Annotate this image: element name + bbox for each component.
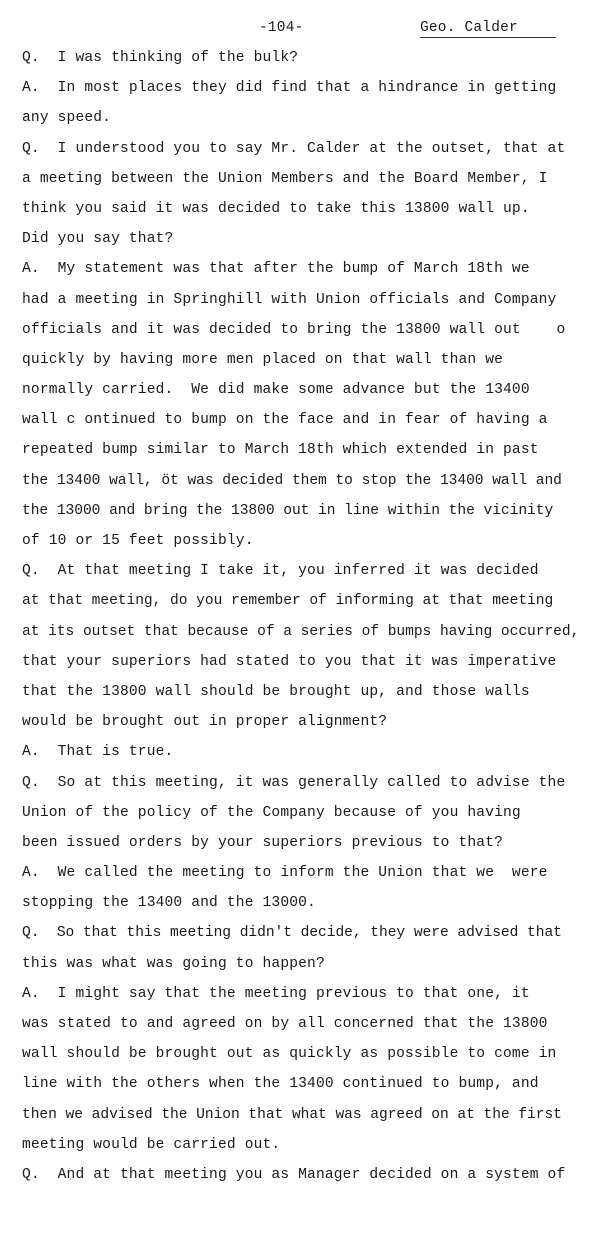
transcript-line: the 13400 wall, öt was decided them to stop the 13400 wall and <box>22 472 562 489</box>
transcript-line: think you said it was decided to take this 13800 wall up. <box>22 200 530 217</box>
transcript-body <box>22 47 610 1194</box>
transcript-line: that your superiors had stated to you that it was imperative <box>22 653 557 670</box>
transcript-line: the 13000 and bring the 13800 out in line within the vicinity <box>22 502 554 519</box>
transcript-line: Q. So that this meeting didn't decide, they were advised that <box>22 925 562 942</box>
transcript-line: that the 13800 wall should be brought up, and those walls <box>22 683 530 700</box>
transcript-line: line with the others when the 13400 continued to bump, and <box>22 1076 539 1093</box>
transcript-line: any speed. <box>22 110 112 127</box>
transcript-line: meeting would be carried out. <box>22 1136 281 1153</box>
transcript-line: Union of the policy of the Company because of you having <box>22 804 521 821</box>
transcript-line: this was what was going to happen? <box>22 955 325 972</box>
page-header <box>0 20 610 42</box>
transcript-line: repeated bump similar to March 18th which extended in past <box>22 442 539 459</box>
transcript-line: A. In most places they did find that a hindrance in getting <box>22 80 557 97</box>
transcript-line: stopping the 13400 and the 13000. <box>22 895 316 912</box>
transcript-line: officials and it was decided to bring the 13800 wall out o <box>22 321 566 338</box>
transcript-line: wall should be brought out as quickly as possible to come in <box>22 1046 557 1063</box>
transcript-line: Q. So at this meeting, it was generally called to advise the <box>22 774 566 791</box>
transcript-line: A. That is true. <box>22 744 174 761</box>
witness-name: Geo. Calder <box>420 20 556 38</box>
transcript-line: A. I might say that the meeting previous to that one, it <box>22 985 530 1002</box>
transcript-line: of 10 or 15 feet possibly. <box>22 533 254 549</box>
transcript-line: then we advised the Union that what was agreed on at the first <box>22 1106 562 1123</box>
transcript-line: been issued orders by your superiors previous to that? <box>22 834 504 851</box>
transcript-line: had a meeting in Springhill with Union officials and Company <box>22 291 557 308</box>
transcript-line: would be brought out in proper alignment? <box>22 714 388 731</box>
transcript-line: wall c ontinued to bump on the face and in fear of having a <box>22 412 548 429</box>
page-number: -104- <box>259 20 304 36</box>
transcript-line: was stated to and agreed on by all concerned that the 13800 <box>22 1016 548 1032</box>
transcript-line: normally carried. We did make some advance but the 13400 <box>22 382 530 399</box>
transcript-line: a meeting between the Union Members and the Board Member, I <box>22 170 548 187</box>
transcript-line: Q. I was thinking of the bulk? <box>22 50 299 66</box>
transcript-line: quickly by having more men placed on that wall than we <box>22 351 504 368</box>
transcript-line: A. My statement was that after the bump of March 18th we <box>22 261 530 278</box>
transcript-line: at its outset that because of a series of bumps having occurred, <box>22 623 580 640</box>
transcript-line: Did you say that? <box>22 231 174 248</box>
transcript-line: Q. I understood you to say Mr. Calder at the outset, that at <box>22 140 566 157</box>
transcript-line: Q. At that meeting I take it, you inferred it was decided <box>22 563 539 580</box>
transcript-line: at that meeting, do you remember of informing at that meeting <box>22 593 554 610</box>
transcript-line: Q. And at that meeting you as Manager decided on a system of <box>22 1166 566 1183</box>
transcript-line: A. We called the meeting to inform the Union that we were <box>22 865 548 882</box>
